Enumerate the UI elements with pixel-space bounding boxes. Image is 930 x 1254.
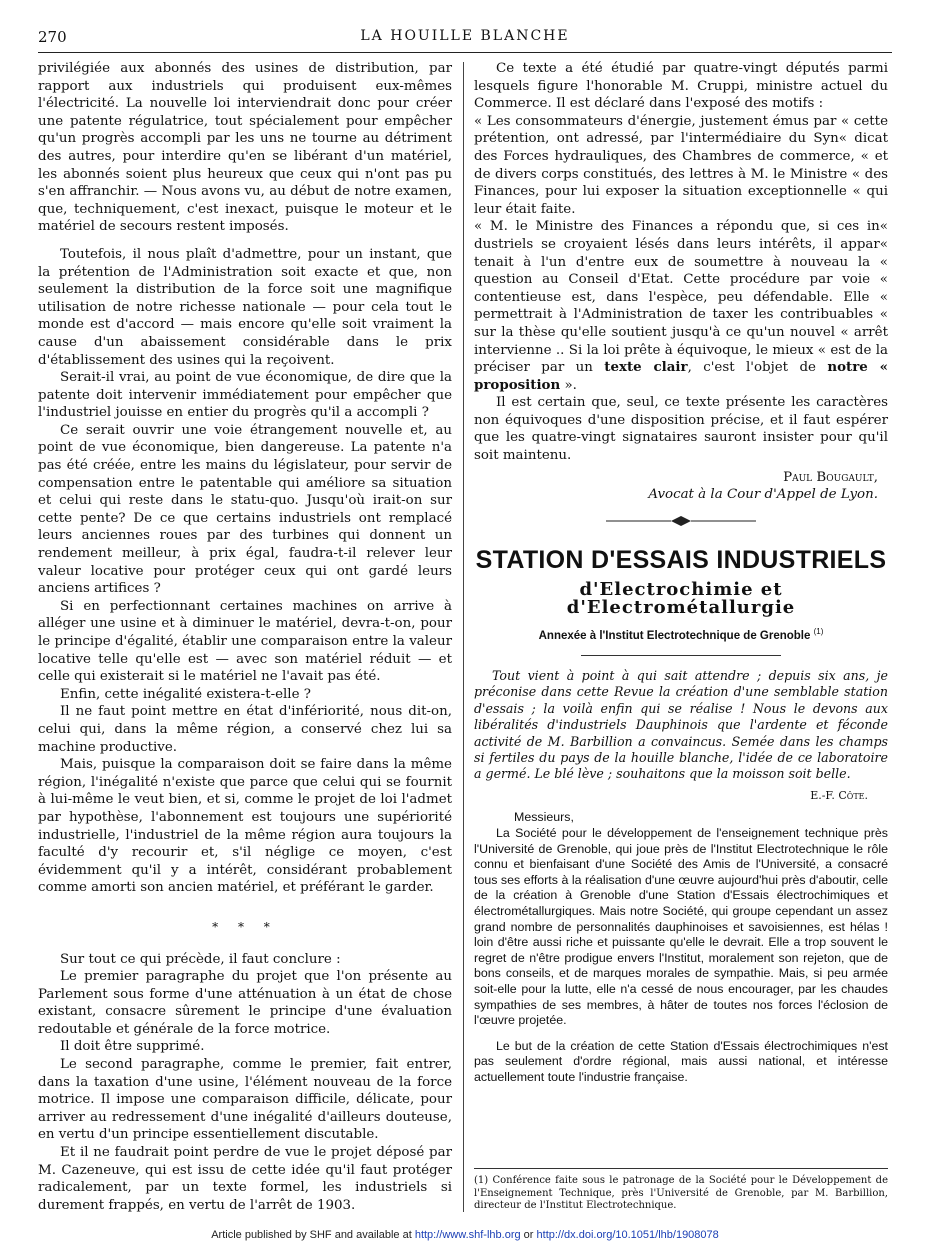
paragraph: Ce texte a été étudié par quatre-vingt députés parmi lesquels figure l'honorable M. Cruppi, ministre actuel du Commerce. Il est déclaré dans l'exposé des motifs :	[474, 61, 888, 112]
header-rule	[38, 52, 892, 53]
paragraph: Il est certain que, seul, ce texte présente les caractères non équivoques d'une disposition précise, et il faut espérer que les quatre-vingt signataires sauront insister pour qu'il soit maintenu.	[474, 395, 888, 464]
title-rule	[581, 655, 781, 656]
quote-paragraph	[474, 218, 888, 394]
quote-text: « M. le Ministre des Finances a répondu que, si ces in« dustriels se croyaient lésés dans leurs intérêts, il appar« tenait à l'un d'entre eux de soumettre à nouveau la « question au Conseil d'Etat. Cette procédure par voie « contentieuse est, dans l'espèce, peu défendable. Elle « permettrait à l'Administration de taxer les contribuables « sur la thèse qu'elle soutient jusqu'à ce qu'un nouvel « arrêt intervienne .. Si la loi prête à équivoque, le mieux « est de la préciser par un	[474, 219, 888, 376]
footer-text: or	[520, 1229, 537, 1241]
column-divider	[463, 62, 464, 1212]
article-affiliation	[474, 623, 888, 645]
paragraph: Il doit être supprimé.	[60, 1039, 205, 1055]
article-subtitle: d'Electrochimie et d'Electrométallurgie	[566, 579, 796, 619]
paragraph: Si en perfectionnant certaines machines on arrive à alléger une usine et à diminuer le matériel, devra-t-on, pour le principe d'égalité, établir une comparaison entre la valeur locative telle qu'elle est — avec son matériel réduit — et celle qui existerait si le matériel ne l'avait pas été.	[38, 598, 452, 685]
footer-text: Article published by SHF and available at	[211, 1229, 415, 1241]
salutation: Messieurs,	[514, 810, 574, 825]
footnote-mark: (1)	[813, 626, 824, 636]
epigraph: Tout vient à point à qui sait attendre ; depuis six ans, je préconise dans cette Revue la création d'une semblable station d'essais ; la voilà enfin qui se réalise ! Nous le devons aux libéralités d'industriels Dauphinois que l'ardente et féconde activité de M. Barbillion a convaincus. Semée dans les champs si fertiles du pays de la houille blanche, l'idée de ce laboratoire a germé. Le blé lève ; souhaitons que la moisson soit belle.	[474, 668, 888, 782]
paragraph: Le but de la création de cette Station d'Essais électrochimiques n'est pas seulement d'ordre régional, mais aussi national, et intéresse actuellement toute l'industrie française.	[474, 1038, 888, 1084]
paragraph: privilégiée aux abonnés des usines de distribution, par rapport aux industriels qui produisent eux-mêmes l'électricité. La nouvelle loi interviendrait donc pour créer une patente régulatrice, tout spécialement pour empêcher qu'un progrès accompli par les uns ne tourne au détriment des autres, pour interdire qu'en se libérant d'un matériel, les abonnés soient plus heureux que ceux qui n'ont pas pu s'en affranchir. — Nous avons vu, au début de notre examen, que, techniquement, c'est inexact, puisque le moteur et le matériel de secours restent imposés.	[38, 61, 452, 235]
paragraph: Toutefois, il nous plaît d'admettre, pour un instant, que la prétention de l'Administration soit exacte et que, non seulement la distribution de la force soit une magnifique utilisation de notre richesse nationale — pour cela tout le monde est d'accord — mais encore qu'elle soit vraiment la cause d'un abaissement considérable dans le prix d'établissement des usines qui la reçoivent.	[38, 246, 452, 368]
page-footer	[0, 1229, 930, 1241]
footnote: (1) Conférence faite sous le patronage de la Société pour le Développement de l'Enseignement Technique, près l'Université de Grenoble, par M. Barbillion, directeur de l'Institut Electrotechnique.	[474, 1168, 888, 1213]
paragraph: Sur tout ce qui précède, il faut conclure :	[60, 951, 341, 967]
paragraph: Ce serait ouvrir une voie étrangement nouvelle et, au point de vue économique, bien dangereuse. La patente n'a pas été créée, entre les mains du législateur, pour servir de compensation entre le patentable qui améliore sa situation et celui qui reste dans le statu-quo. Jusqu'où irait-on sur cette pente? De ce que certains industriels ont remplacé leurs anciennes roues par des turbines qui donnent un rendement meilleur, à prix égal, faudra-t-il relever leur valeur locative pour protéger ceux qui ont gardé leurs anciens artifices ?	[38, 422, 452, 597]
running-head: LA HOUILLE BLANCHE	[360, 28, 570, 44]
quoted-statement	[474, 113, 888, 395]
quote-paragraph: « Les consommateurs d'énergie, justement émus par « cette prétention, ont adressé, par l'intermédiaire du Syn« dicat des Forces hydrauliques, des Chambres de commerce, « et de divers corps constitués, des lettres à M. le Ministre « des Finances, pour lui exposer la situation exceptionnelle « qui leur était faite.	[474, 113, 888, 217]
paragraph: Et il ne faudrait point perdre de vue le projet déposé par M. Cazeneuve, qui est issu de cette idée qu'il faut protéger radicalement, par un texte formel, les industriels si durement frappés, en vertu de l'arrêt de 1903.	[38, 1145, 452, 1213]
page-number: 270	[38, 28, 67, 46]
paragraph: Enfin, cette inégalité existera-t-elle ?	[60, 686, 311, 702]
left-column	[38, 60, 452, 1213]
quote-bold: texte clair	[604, 359, 688, 376]
affiliation-text: Annexée à l'Institut Electrotechnique de Grenoble	[538, 629, 811, 642]
author-name: Paul Bougault,	[783, 469, 878, 485]
quote-bold: notre « proposition	[474, 359, 888, 393]
section-stars: * * *	[212, 919, 278, 934]
paragraph: Il ne faut point mettre en état d'infériorité, nous dit-on, celui qui, dans la même région, a conservé chez lui sa machine productive.	[38, 704, 452, 755]
author-role: Avocat à la Cour d'Appel de Lyon.	[648, 487, 878, 503]
paragraph: La Société pour le développement de l'enseignement technique près l'Université de Grenoble, qui joue près de l'Institut Electrotechnique le rôle connu et bienfaisant d'une Société des Amis de l'Université, a consacré tous ses efforts à la réalisation d'une œuvre aujourd'hui près d'aboutir, celle de la création à Grenoble d'une Station d'Essais électrochimiques et électrométallurgiques. Mais notre Société, qui groupe cependant un assez grand nombre de personnalités dauphinoises et savoisiennes, est hélas ! loin d'être aussi riche et puissante qu'elle le devrait. Elle a trop souvent le regret de n'être prodigue envers l'Institut, moralement son rejeton, que de bons conseils, et de marques morales de sympathie. Mais, si peu armée soit-elle pour la lutte, elle n'a cessé de nous encourager, par les chaudes sympathies de ses membres, à hâter de toutes nos forces l'éclosion de l'œuvre projetée.	[474, 826, 888, 1028]
paragraph: Serait-il vrai, au point de vue économique, de dire que la patente doit intervenir immédiatement pour empêcher que l'industriel jouisse en entier du progrès qu'il a accompli ?	[38, 370, 452, 421]
footer-link-doi[interactable]: http://dx.doi.org/10.1051/lhb/1908078	[536, 1229, 719, 1241]
footer-link-shf[interactable]: http://www.shf-lhb.org	[414, 1229, 521, 1241]
ornament-icon	[606, 516, 756, 526]
article-title: STATION D'ESSAIS INDUSTRIELS	[475, 546, 887, 575]
paragraph: Le second paragraphe, comme le premier, fait entrer, dans la taxation d'une usine, l'élément nouveau de la force motrice. Il impose une comparaison difficile, délicate, pour arriver au redressement d'une inégalité d'ailleurs douteuse, en vertu d'un principe essentiellement discutable.	[38, 1057, 452, 1143]
paragraph: Mais, puisque la comparaison doit se faire dans la même région, l'inégalité n'existe que parce que celui qui se fournit à lui-même le veut bien, et si, comme le projet de loi l'admet par hypothèse, l'abonnement est toujours une supériorité industrielle, l'industriel de la même région aura toujours la faculté d'y recourir et, s'il néglige ce moyen, c'est évidemment qu'il y a intérêt, considérant probablement comme amorti son ancien matériel, et préférant le garder.	[38, 757, 452, 896]
epigraph-signature: E.-F. Côte.	[810, 788, 868, 802]
right-column	[474, 60, 888, 1210]
divider-ornament	[474, 514, 888, 532]
quote-text: , c'est l'objet de	[687, 360, 816, 376]
quote-text: ».	[560, 377, 577, 393]
paragraph: Le premier paragraphe du projet que l'on présente au Parlement sous forme d'une atténuation à un état de chose existant, consacre sûrement le principe d'une évaluation redoutable et générale de la force motrice.	[38, 969, 452, 1037]
